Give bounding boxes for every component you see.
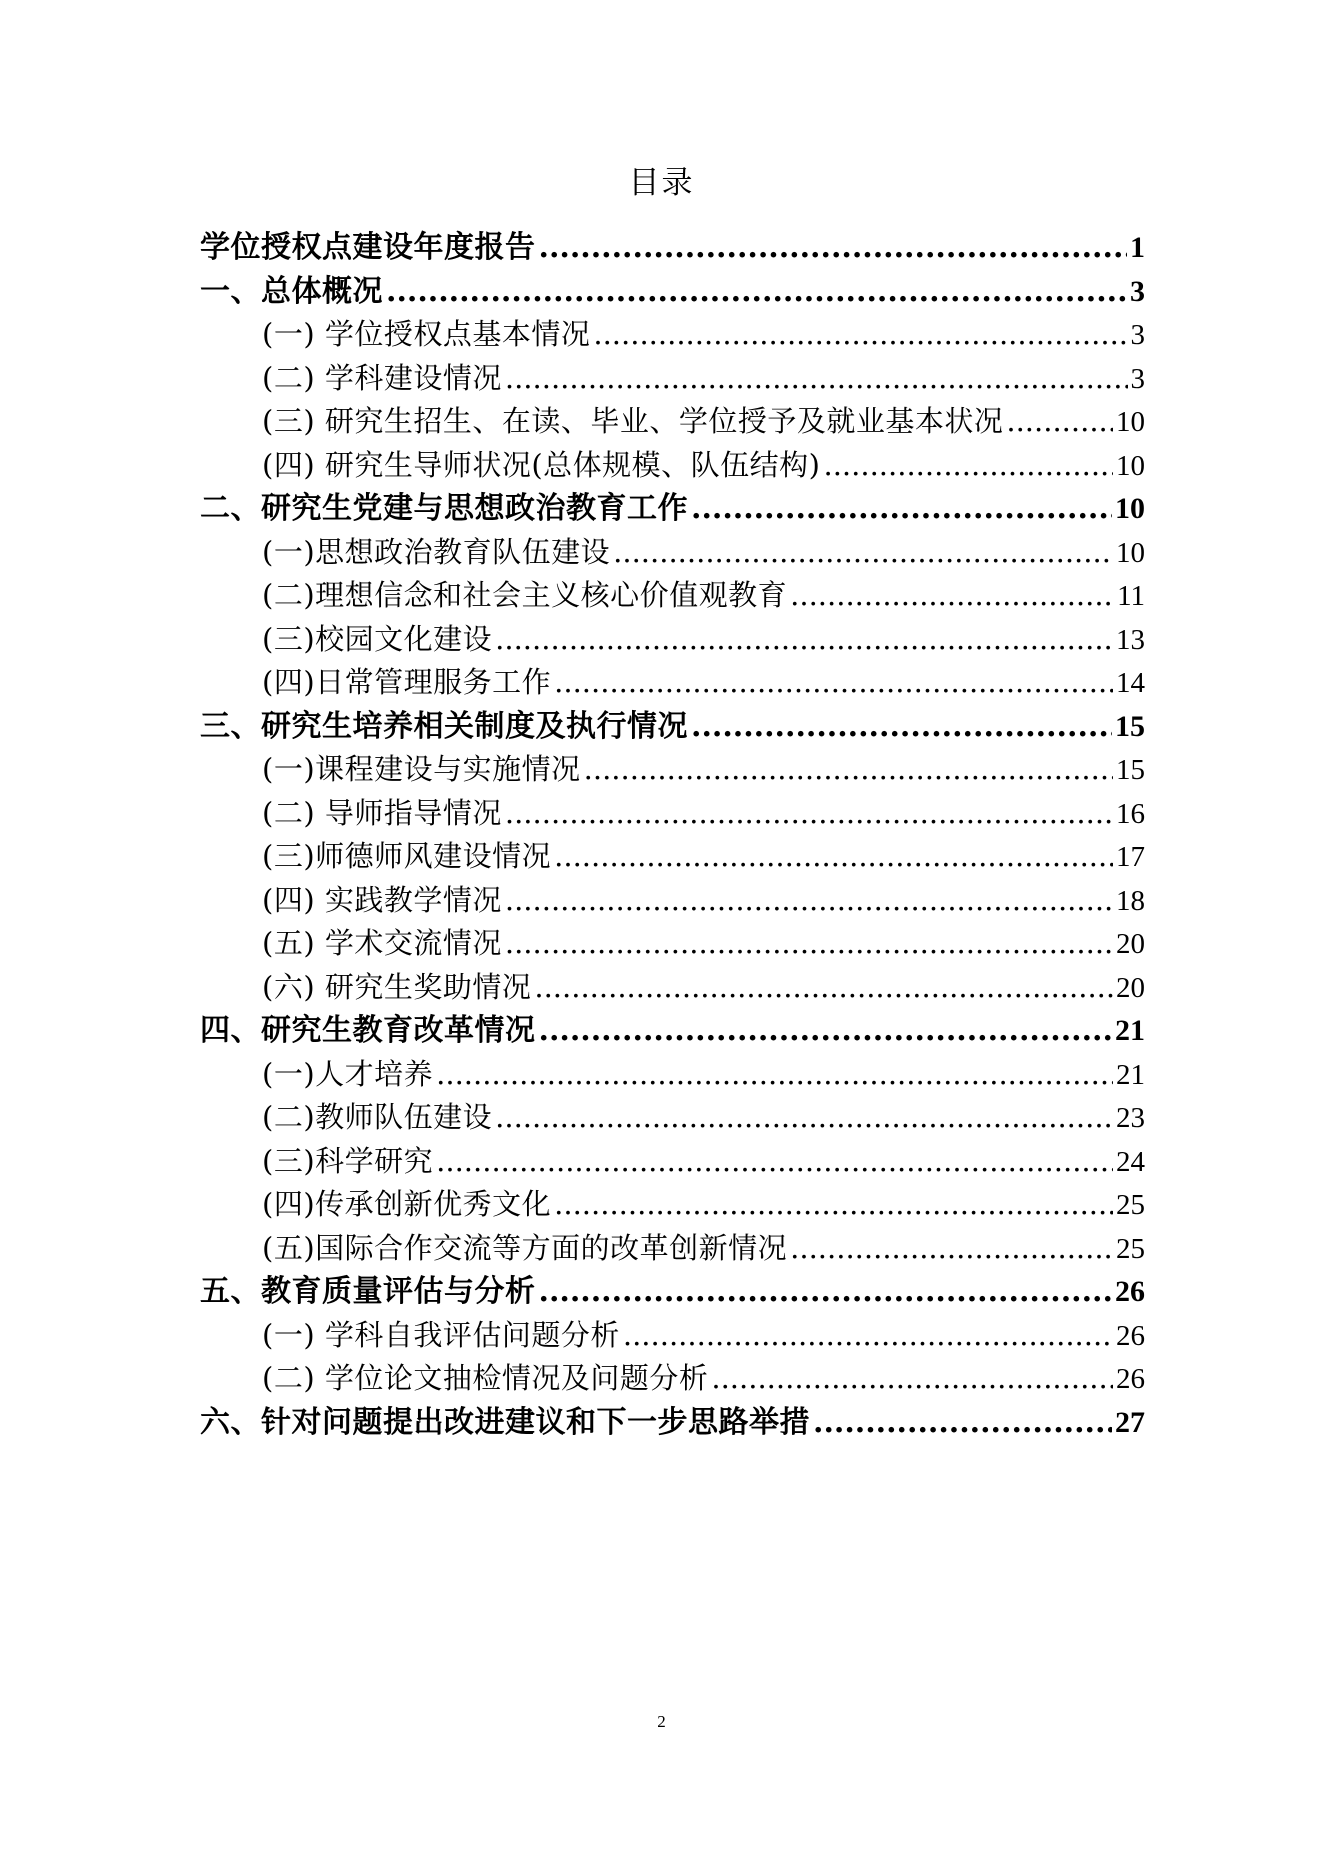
- toc-subsection-entry[interactable]: [200, 313, 1145, 357]
- toc-subsection-entry[interactable]: [200, 444, 1145, 488]
- toc-entry-page-number: 10: [1116, 406, 1145, 438]
- toc-dot-leader: [539, 1009, 1113, 1053]
- toc-entry-title: (六) 研究生奖助情况: [262, 969, 532, 1004]
- toc-entry-title: (一)思想政治教育队伍建设: [262, 534, 611, 569]
- toc-entry-page-number: 25: [1116, 1232, 1145, 1265]
- toc-entry-title: (二) 学位论文抽检情况及问题分析: [262, 1361, 709, 1395]
- toc-entry-title: 一、总体概况: [200, 273, 383, 309]
- toc-entry-page-number: 21: [1115, 1014, 1145, 1047]
- toc-entry-page-number: 11: [1117, 580, 1145, 612]
- toc-subsection-entry[interactable]: [200, 574, 1145, 618]
- toc-subsection-entry[interactable]: [200, 531, 1145, 575]
- toc-entry-page-number: 16: [1116, 797, 1145, 830]
- toc-subsection-entry[interactable]: [200, 400, 1145, 444]
- toc-entry-title: (四) 实践教学情况: [262, 882, 502, 917]
- toc-entry-title: (一) 学位授权点基本情况: [262, 317, 591, 351]
- toc-entry-title: 三、研究生培养相关制度及执行情况: [200, 708, 688, 744]
- toc-dot-leader: [623, 1314, 1113, 1358]
- toc-dot-leader: [613, 531, 1113, 575]
- toc-entry-title: (一)人才培养: [262, 1056, 434, 1091]
- toc-dot-leader: [554, 661, 1113, 705]
- toc-dot-leader: [539, 226, 1128, 270]
- toc-section-entry[interactable]: [200, 226, 1145, 270]
- toc-section-entry[interactable]: [200, 1401, 1145, 1445]
- toc-entry-page-number: 10: [1116, 449, 1145, 482]
- toc-dot-leader: [691, 487, 1112, 531]
- toc-section-entry[interactable]: [200, 270, 1145, 314]
- toc-subsection-entry[interactable]: [200, 879, 1145, 923]
- toc-entry-title: (四) 研究生导师状况(总体规模、队伍结构): [262, 447, 821, 482]
- toc-entry-title: (二) 导师指导情况: [262, 795, 502, 830]
- toc-entry-title: 学位授权点建设年度报告: [200, 230, 536, 265]
- toc-entry-page-number: 10: [1115, 492, 1145, 525]
- toc-dot-leader: [505, 792, 1113, 836]
- toc-entry-page-number: 25: [1116, 1189, 1145, 1221]
- toc-dot-leader: [505, 922, 1113, 966]
- table-of-contents: [200, 226, 1145, 1444]
- toc-entry-title: (四)传承创新优秀文化: [262, 1187, 552, 1221]
- toc-dot-leader: [436, 1053, 1113, 1097]
- toc-subsection-entry[interactable]: [200, 1140, 1145, 1184]
- toc-section-entry[interactable]: [200, 1270, 1145, 1314]
- toc-dot-leader: [539, 1270, 1113, 1314]
- toc-subsection-entry[interactable]: [200, 1096, 1145, 1140]
- toc-entry-page-number: 18: [1116, 884, 1145, 917]
- toc-entry-page-number: 24: [1116, 1145, 1145, 1178]
- toc-dot-leader: [505, 879, 1113, 923]
- toc-dot-leader: [386, 270, 1127, 314]
- page-number: 2: [657, 1712, 666, 1731]
- toc-entry-page-number: 15: [1116, 754, 1145, 786]
- toc-subsection-entry[interactable]: [200, 792, 1145, 836]
- toc-entry-page-number: 1: [1130, 231, 1145, 264]
- toc-subsection-entry[interactable]: [200, 748, 1145, 792]
- toc-entry-page-number: 26: [1115, 1275, 1145, 1308]
- toc-subsection-entry[interactable]: [200, 1053, 1145, 1097]
- toc-subsection-entry[interactable]: [200, 835, 1145, 879]
- toc-entry-title: (一) 学科自我评估问题分析: [262, 1317, 620, 1352]
- toc-dot-leader: [1006, 400, 1113, 444]
- toc-entry-title: 四、研究生教育改革情况: [200, 1013, 536, 1048]
- toc-entry-page-number: 3: [1130, 274, 1145, 308]
- toc-entry-title: (二) 学科建设情况: [262, 360, 502, 395]
- toc-dot-leader: [584, 748, 1113, 792]
- toc-entry-title: (五)国际合作交流等方面的改革创新情况: [262, 1230, 788, 1265]
- toc-dot-leader: [554, 835, 1113, 879]
- toc-section-entry[interactable]: [200, 705, 1145, 749]
- toc-section-entry[interactable]: [200, 487, 1145, 531]
- toc-subsection-entry[interactable]: [200, 1183, 1145, 1227]
- toc-dot-leader: [691, 705, 1112, 749]
- toc-entry-title: 六、针对问题提出改进建议和下一步思路举措: [200, 1404, 810, 1440]
- toc-entry-page-number: 10: [1116, 536, 1145, 569]
- toc-subsection-entry[interactable]: [200, 618, 1145, 662]
- toc-dot-leader: [823, 444, 1113, 488]
- toc-entry-title: 二、研究生党建与思想政治教育工作: [200, 491, 688, 526]
- toc-entry-page-number: 26: [1116, 1363, 1145, 1395]
- toc-dot-leader: [593, 313, 1127, 357]
- toc-dot-leader: [711, 1357, 1113, 1401]
- toc-entry-title: (三) 研究生招生、在读、毕业、学位授予及就业基本状况: [262, 404, 1004, 438]
- toc-dot-leader: [790, 574, 1114, 618]
- toc-entry-title: (五) 学术交流情况: [262, 926, 502, 960]
- toc-entry-title: (三)师德师风建设情况: [262, 839, 552, 873]
- toc-entry-title: (四)日常管理服务工作: [262, 665, 552, 699]
- toc-dot-leader: [505, 357, 1128, 401]
- toc-subsection-entry[interactable]: [200, 1314, 1145, 1358]
- toc-subsection-entry[interactable]: [200, 922, 1145, 966]
- toc-entry-page-number: 13: [1116, 623, 1145, 656]
- toc-dot-leader: [554, 1183, 1113, 1227]
- toc-dot-leader: [790, 1227, 1113, 1271]
- toc-entry-page-number: 3: [1130, 362, 1145, 395]
- toc-dot-leader: [534, 966, 1113, 1010]
- toc-entry-page-number: 14: [1116, 667, 1145, 699]
- toc-subsection-entry[interactable]: [200, 966, 1145, 1010]
- toc-entry-title: (二)教师队伍建设: [262, 1100, 493, 1134]
- toc-dot-leader: [495, 618, 1113, 662]
- toc-entry-page-number: 21: [1116, 1058, 1145, 1091]
- toc-subsection-entry[interactable]: [200, 1357, 1145, 1401]
- toc-entry-page-number: 27: [1115, 1405, 1145, 1439]
- toc-entry-page-number: 20: [1116, 928, 1145, 960]
- toc-entry-page-number: 15: [1115, 709, 1145, 743]
- toc-subsection-entry[interactable]: [200, 661, 1145, 705]
- toc-subsection-entry[interactable]: [200, 357, 1145, 401]
- toc-entry-title: (二)理想信念和社会主义核心价值观教育: [262, 578, 788, 612]
- toc-title: 目录: [628, 165, 695, 201]
- toc-dot-leader: [436, 1140, 1113, 1184]
- toc-entry-page-number: 3: [1130, 319, 1145, 351]
- toc-entry-title: (一)课程建设与实施情况: [262, 752, 581, 786]
- toc-entry-page-number: 20: [1116, 971, 1145, 1004]
- toc-section-entry[interactable]: [200, 1009, 1145, 1053]
- toc-entry-page-number: 26: [1116, 1319, 1145, 1352]
- toc-subsection-entry[interactable]: [200, 1227, 1145, 1271]
- toc-entry-page-number: 17: [1116, 841, 1145, 873]
- toc-entry-title: (三)校园文化建设: [262, 621, 493, 656]
- toc-dot-leader: [813, 1401, 1112, 1445]
- toc-entry-title: 五、教育质量评估与分析: [200, 1274, 536, 1309]
- toc-entry-title: (三)科学研究: [262, 1143, 434, 1178]
- toc-dot-leader: [495, 1096, 1113, 1140]
- toc-entry-page-number: 23: [1116, 1102, 1145, 1134]
